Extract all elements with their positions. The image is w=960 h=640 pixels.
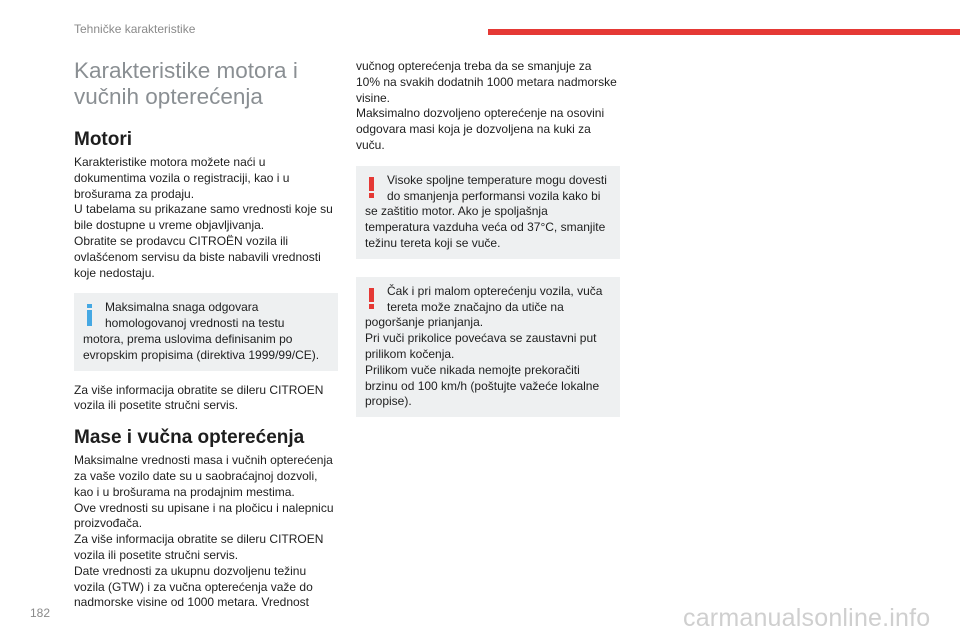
left-column — [74, 58, 338, 611]
warning-note-text: se zaštitio motor. Ako je spoljašnja temperatura vazduha veća od 37°C, smanjite težinu tereta koji se vuče. — [365, 204, 606, 250]
right-column — [356, 59, 620, 417]
section-heading-mase: Mase i vučna opterećenja — [74, 427, 305, 449]
chapter-title-line: vučnih opterećenja — [74, 84, 263, 109]
warning-note-text: pogoršanje prianjanja. Pri vuči prikolice povećava se zaustavni put prilikom kočenja. Prilikom vuče nikada nemojte prekoračiti brzinu od 100 km/h (poštujte važeće lokalne propise). — [365, 315, 600, 409]
header-accent-bar — [488, 29, 960, 35]
warning-note — [356, 277, 620, 417]
warning-icon — [369, 177, 374, 199]
warning-icon — [369, 288, 374, 310]
chapter-title — [74, 58, 338, 110]
info-note — [74, 293, 338, 370]
warning-note-lead: Čak i pri malom opterećenju vozila, vuča tereta može značajno da utiče na — [387, 283, 603, 314]
motori-paragraph: Karakteristike motora možete naći u dokumentima vozila o registraciji, kao i u brošurama za prodaju. U tabelama su prikazane samo vrednosti koje su bile dostupne u vreme objavljivanja. Obratite se prodavcu CITROËN vozila ili ovlašćenom servisu da biste nabavili vrednosti koje nedostaju. — [74, 155, 333, 280]
warning-note-lead: Visoke spoljne temperature mogu dovesti do smanjenja performansi vozila kako bi — [387, 172, 607, 203]
running-header: Tehničke karakteristike — [74, 22, 196, 36]
mase-continued-paragraph: vučnog opterećenja treba da se smanjuje za 10% na svakih dodatnih 1000 metara nadmorske visine. Maksimalno dozvoljeno opterećenje na osovini odgovara masi koja je dozvoljena na kuki za vuču. — [356, 59, 617, 152]
info-icon — [87, 304, 92, 326]
chapter-title-line: Karakteristike motora i — [74, 58, 298, 83]
watermark: carmanualsonline.info — [683, 604, 931, 632]
page-number: 182 — [30, 606, 51, 620]
warning-note — [356, 166, 620, 259]
info-note-text: motora, prema uslovima definisanim po evropskim propisima (direktiva 1999/99/CE). — [83, 331, 320, 362]
mase-paragraph: Maksimalne vrednosti masa i vučnih opterećenja za vaše vozilo date su u saobraćajnoj dozvoli, kao i u brošurama na prodajnim mestima. Ove vrednosti su upisane i na pločicu i nalepnicu proizvođača. Za više informacija obratite se dileru CITROEN vozila ili posetite stručni servis. Date vrednosti za ukupnu dozvoljenu težinu vozila (GTW) i za vučna opterećenja važe do nadmorske visine od 1000 metara. Vrednost — [74, 453, 334, 610]
info-note-lead: Maksimalna snaga odgovara homologovanoj vrednosti na testu — [105, 300, 285, 331]
motori-after-paragraph: Za više informacija obratite se dileru CITROEN vozila ili posetite stručni servis. — [74, 382, 324, 413]
section-heading-motori: Motori — [74, 129, 133, 150]
